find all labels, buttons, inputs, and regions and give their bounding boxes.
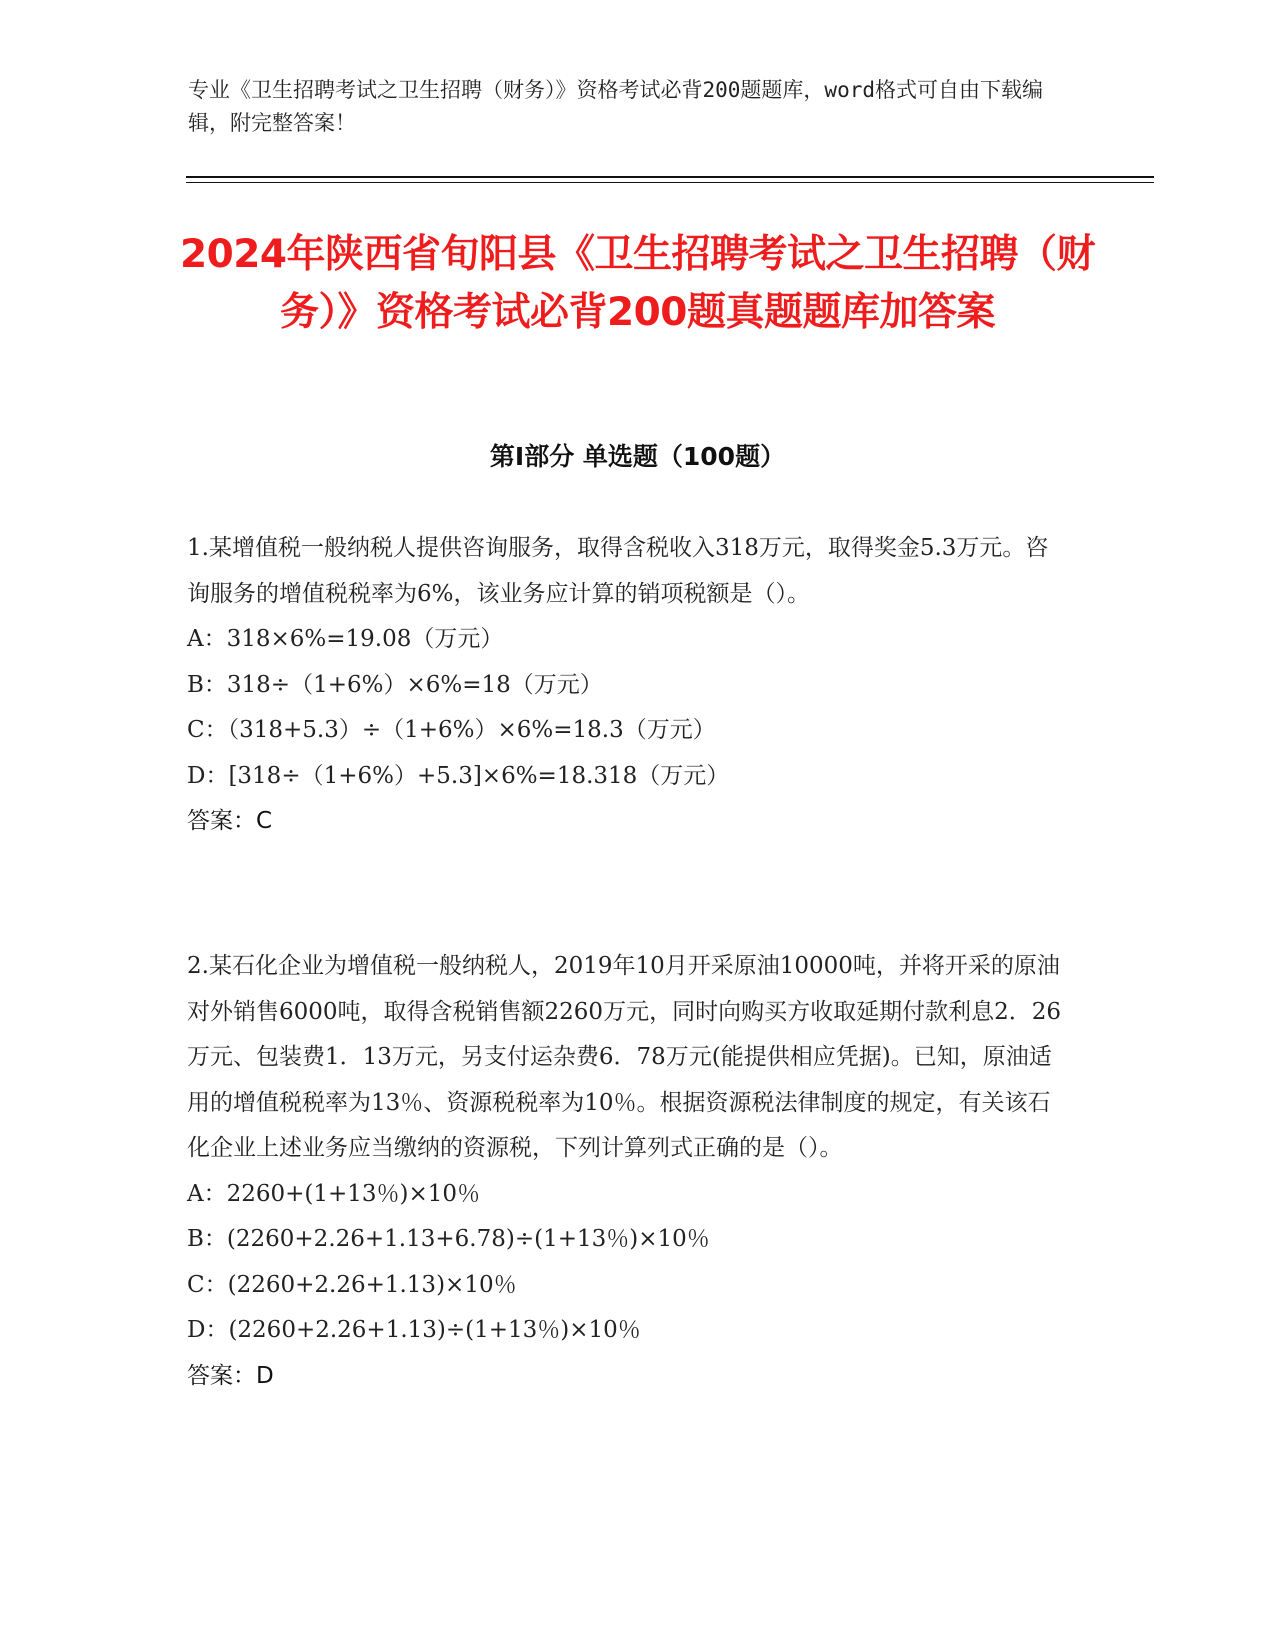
option-b: B：318÷（1+6%）×6%=18（万元）	[187, 671, 603, 698]
header-divider-thick	[186, 176, 1154, 178]
option-a: A：2260+(1+13％)×10％	[187, 1180, 481, 1207]
option-d: D：(2260+2.26+1.13)÷(1+13％)×10％	[187, 1317, 641, 1343]
option-d: D：[318÷（1+6%）+5.3]×6%=18.318（万元）	[187, 762, 730, 789]
answer-line: 答案：C	[187, 808, 273, 834]
option-b: B：(2260+2.26+1.13+6.78)÷(1+13％)×10％	[187, 1226, 710, 1252]
option-c: C：(2260+2.26+1.13)×10％	[187, 1271, 517, 1298]
answer-line: 答案：D	[187, 1362, 274, 1389]
header-divider-thin	[186, 182, 1154, 183]
document-title: 2024年陕西省旬阳县《卫生招聘考试之卫生招聘（财务）》资格考试必背200题真题题库加答案	[179, 232, 1096, 335]
question-stem: 2.某石化企业为增值税一般纳税人，2019年10月开采原油10000吨，并将开采的原油对外销售6000吨，取得含税销售额2260万元，同时向购买方收取延期付款利息2．26万元、包装费1．13万元，另支付运杂费6．78万元(能提供相应凭据)。已知，原油适用的增值税税率为13％、资源税税率为10％。根据资源税法律制度的规定，有关该石化企业上述业务应当缴纳的资源税，下列计算列式正确的是（）。	[187, 953, 1061, 1161]
section-title: 第I部分 单选题（100题）	[489, 442, 786, 471]
question-1	[187, 526, 1067, 845]
question-stem: 1.某增值税一般纳税人提供咨询服务，取得含税收入318万元，取得奖金5.3万元。咨询服务的增值税税率为6%，该业务应计算的销项税额是（）。	[187, 535, 1049, 607]
header-note: 专业《卫生招聘考试之卫生招聘（财务）》资格考试必背200题题库，word格式可自由下载编辑，附完整答案！	[188, 78, 1043, 135]
question-2	[187, 944, 1067, 1399]
option-a: A：318×6%=19.08（万元）	[187, 626, 504, 652]
option-c: C：（318+5.3）÷（1+6%）×6%=18.3（万元）	[187, 717, 716, 743]
